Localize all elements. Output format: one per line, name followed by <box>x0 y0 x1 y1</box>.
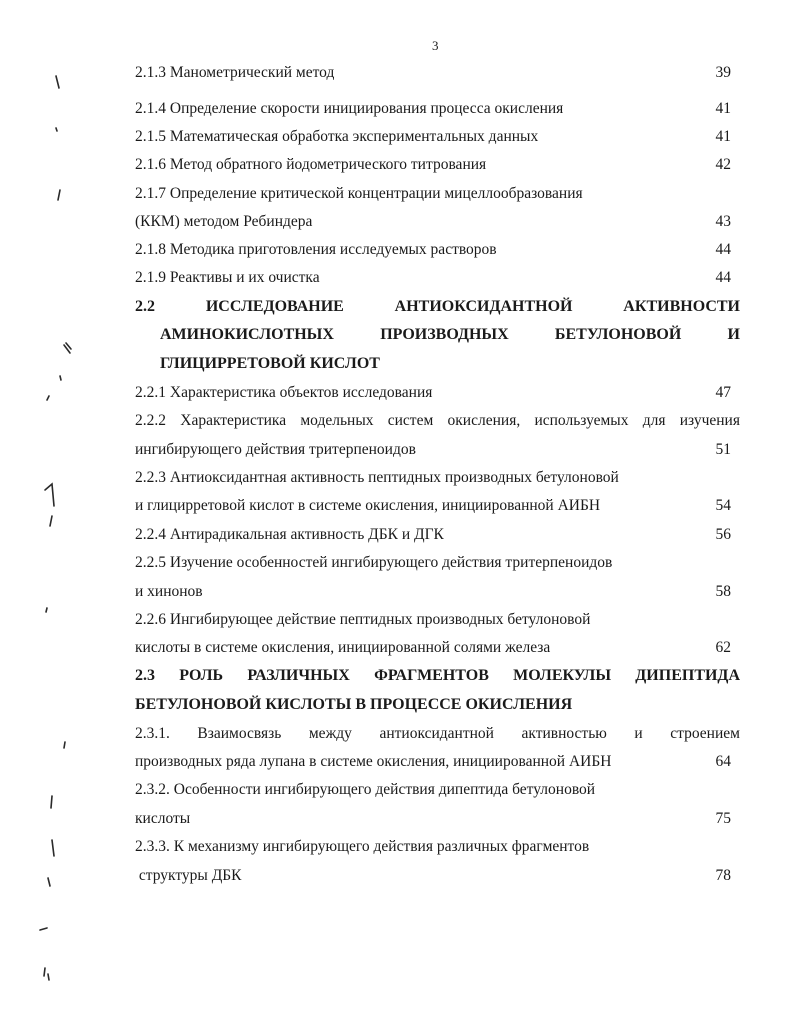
heading-word: БЕТУЛОНОВОЙ <box>554 326 682 343</box>
section-heading-2-2-line-1 <box>135 296 740 318</box>
toc-entry-text: 2.2.6 Ингибирующее действие пептидных производных бетулоновой <box>135 611 591 628</box>
word: антиоксидантной <box>379 725 494 742</box>
toc-entry-text: кислоты <box>135 810 191 827</box>
toc-entry-page: 47 <box>715 384 731 401</box>
word: Взаимосвязь <box>197 725 282 742</box>
toc-entry-text: 2.1.5 Математическая обработка экспериментальных данных <box>135 128 539 145</box>
toc-entry-page: 39 <box>715 64 731 81</box>
toc-entry-justified <box>135 411 740 431</box>
section-heading-2-2-line-2 <box>160 324 740 346</box>
word: окисления, <box>447 412 521 429</box>
toc-entry-page: 78 <box>715 867 731 884</box>
toc-entry-page: 54 <box>715 497 731 514</box>
word: 2.3.1. <box>135 725 170 742</box>
toc-entry-text: 2.2.5 Изучение особенностей ингибирующего действия тритерпеноидов <box>135 554 613 571</box>
toc-entry-text: кислоты в системе окисления, инициированной солями железа <box>135 639 551 656</box>
heading-word: РАЗЛИЧНЫХ <box>247 667 350 684</box>
toc-entry-text: 2.3.2. Особенности ингибирующего действия дипептида бетулоновой <box>135 781 596 798</box>
toc-entry-page: 44 <box>715 241 731 258</box>
page-number: 3 <box>432 38 439 53</box>
heading-word: ПРОИЗВОДНЫХ <box>380 326 509 343</box>
toc-entry-text: 2.1.7 Определение критической концентрации мицеллообразования <box>135 185 583 202</box>
toc-entry-page: 44 <box>715 269 731 286</box>
heading-word: РОЛЬ <box>179 667 224 684</box>
heading-word: АКТИВНОСТИ <box>623 298 740 315</box>
word: изучения <box>679 412 740 429</box>
heading-word: ДИПЕПТИДА <box>635 667 740 684</box>
toc-entry-page: 41 <box>715 128 731 145</box>
toc-entry-page: 64 <box>715 753 731 770</box>
scan-artifact-marks <box>0 0 80 1024</box>
heading-word: АНТИОКСИДАНТНОЙ <box>394 298 573 315</box>
toc-entry-justified <box>135 724 740 744</box>
toc-entry-text: ингибирующего действия тритерпеноидов <box>135 441 416 458</box>
word: и <box>634 725 643 742</box>
toc-entry-text: производных ряда лупана в системе окисления, инициированной АИБН <box>135 753 612 770</box>
word: 2.2.2 <box>135 412 166 429</box>
heading-word: 2.3 <box>135 667 155 684</box>
toc-entry-text: 2.1.9 Реактивы и их очистка <box>135 269 320 286</box>
heading-word: ФРАГМЕНТОВ <box>374 667 489 684</box>
toc-entry-page: 75 <box>715 810 731 827</box>
toc-entry-page: 56 <box>715 526 731 543</box>
toc-entry-page: 51 <box>715 441 731 458</box>
toc-entry-text: структуры ДБК <box>135 867 242 884</box>
toc-entry-text: 2.1.8 Методика приготовления исследуемых растворов <box>135 241 497 258</box>
heading-word: АМИНОКИСЛОТНЫХ <box>160 326 334 343</box>
toc-entry-text: и хинонов <box>135 583 203 600</box>
toc-entry-text: 2.1.4 Определение скорости инициирования процесса окисления <box>135 100 564 117</box>
heading-word: 2.2 <box>135 298 155 315</box>
heading-word: ИССЛЕДОВАНИЕ <box>205 298 344 315</box>
toc-entry-text: 2.2.3 Антиоксидантная активность пептидных производных бетулоновой <box>135 469 619 486</box>
toc-entry-page: 58 <box>715 583 731 600</box>
toc-entry-text: 2.2.1 Характеристика объектов исследования <box>135 384 433 401</box>
toc-entry-text: 2.1.3 Манометрический метод <box>135 64 335 81</box>
word: активностью <box>521 725 607 742</box>
word: строением <box>670 725 740 742</box>
word: используемых <box>534 412 629 429</box>
word: систем <box>387 412 434 429</box>
toc-entry-page: 41 <box>715 100 731 117</box>
word: модельных <box>300 412 374 429</box>
section-heading-2-3-line-1 <box>135 665 740 687</box>
section-heading-2-2-line-3: ГЛИЦИРРЕТОВОЙ КИСЛОТ <box>160 355 380 372</box>
toc-entry-text: 2.3.3. К механизму ингибирующего действия различных фрагментов <box>135 838 590 855</box>
word: Характеристика <box>180 412 287 429</box>
word: между <box>308 725 352 742</box>
toc-entry-text: и глицирретовой кислот в системе окисления, инициированной АИБН <box>135 497 601 514</box>
toc-entry-text: 2.1.6 Метод обратного йодометрического титрования <box>135 156 487 173</box>
word: для <box>642 412 666 429</box>
toc-entry-text: (ККМ) методом Ребиндера <box>135 213 313 230</box>
toc-entry-page: 42 <box>715 156 731 173</box>
heading-word: МОЛЕКУЛЫ <box>513 667 612 684</box>
toc-entry-page: 43 <box>715 213 731 230</box>
section-heading-2-3-line-2: БЕТУЛОНОВОЙ КИСЛОТЫ В ПРОЦЕССЕ ОКИСЛЕНИЯ <box>135 696 573 713</box>
toc-entry-text: 2.2.4 Антирадикальная активность ДБК и ДГК <box>135 526 444 543</box>
toc-entry-page: 62 <box>715 639 731 656</box>
heading-word: И <box>727 326 740 343</box>
